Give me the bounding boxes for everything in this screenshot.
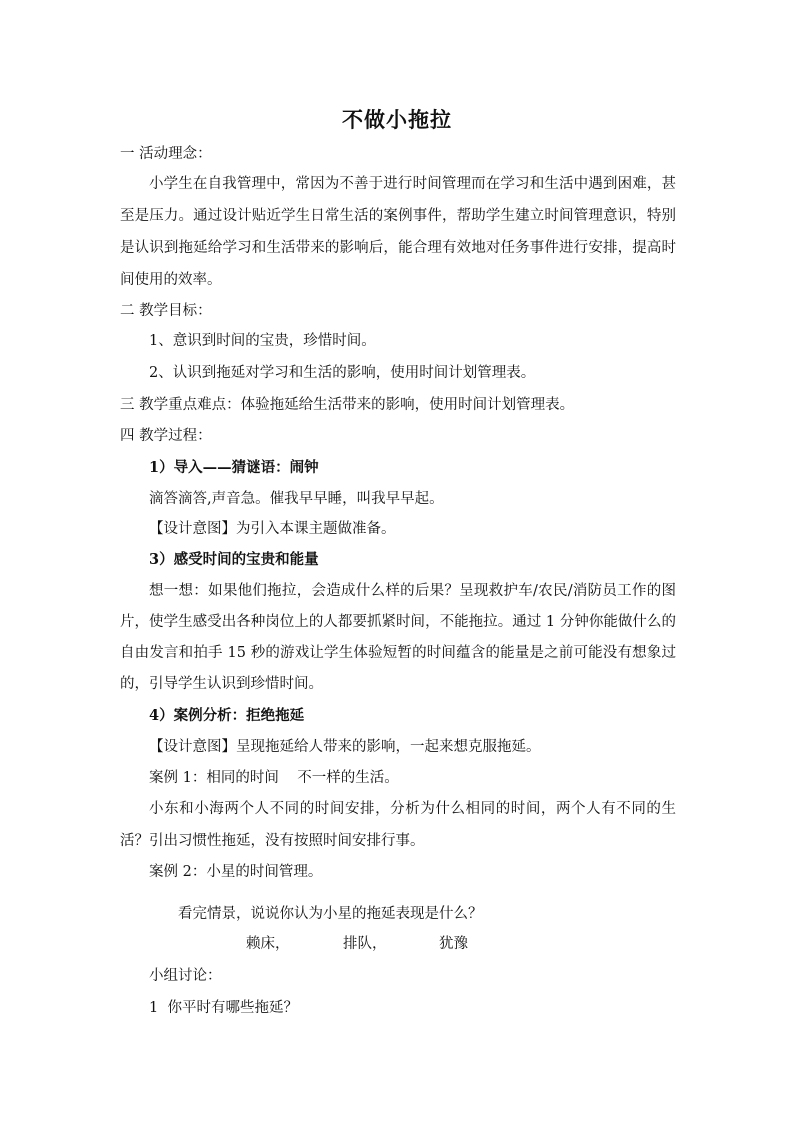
- case-1-paragraph: 小东和小海两个人不同的时间安排，分析为什么相同的时间，两个人有不同的生活？引出习惯性拖延，没有按照时间安排行事。: [120, 801, 676, 849]
- case-2-heading: 案例 2：小星的时间管理。: [149, 864, 323, 880]
- answer-item-2: 排队，: [343, 936, 387, 952]
- key-points: 三 教学重点难点：体验拖延给生活带来的影响，使用时间计划管理表。: [120, 397, 575, 413]
- discussion-heading: 小组讨论：: [149, 968, 222, 984]
- concept-paragraph: 小学生在自我管理中，常因为不善于进行时间管理而在学习和生活中遇到困难，甚至是压力。通过设计贴近学生日常生活的案例事件，帮助学生建立时间管理意识，特别是认识到拖延给学习和生活带来的影响后，能合理有效地对任务事件进行安排，提高时间使用的效率。: [120, 176, 676, 288]
- goal-item-2: 2、认识到拖延对学习和生活的影响，使用时间计划管理表。: [149, 365, 536, 381]
- answer-item-1: 赖床，: [246, 936, 290, 952]
- concept-heading: 一 活动理念：: [120, 146, 212, 162]
- goals-heading: 二 教学目标：: [120, 303, 212, 319]
- case-1-heading: 案例 1：相同的时间 不一样的生活。: [149, 770, 399, 786]
- discussion-question-1: 1 你平时有哪些拖延？: [149, 1000, 298, 1016]
- process-heading: 四 教学过程：: [120, 428, 212, 444]
- answer-item-3: 犹豫: [439, 936, 468, 952]
- step-1-heading: 1）导入——猜谜语：闹钟: [149, 459, 319, 476]
- step-4-design-intent: 【设计意图】呈现拖延给人带来的影响，一起来想克服拖延。: [149, 739, 541, 755]
- step-4-heading: 4）案例分析：拒绝拖延: [149, 707, 305, 724]
- page-title: 不做小拖拉: [342, 107, 452, 132]
- step-3-heading: 3）感受时间的宝贵和能量: [149, 551, 319, 568]
- step-3-paragraph: 想一想：如果他们拖拉，会造成什么样的后果？呈现救护车/农民/消防员工作的图片，使学生感受出各种岗位上的人都要抓紧时间，不能拖拉。通过 1 分钟你能做什么的自由发言和拍手 15 秒的游戏让学生体验短暂的时间蕴含的能量是之前可能没有想象过的，引导学生认识到珍惜时间。: [120, 583, 676, 692]
- step-1-design-intent: 【设计意图】为引入本课主题做准备。: [149, 521, 396, 537]
- situation-question: 看完情景，说说你认为小星的拖延表现是什么？: [178, 906, 483, 922]
- goal-item-1: 1、意识到时间的宝贵，珍惜时间。: [149, 333, 376, 349]
- step-1-riddle: 滴答滴答,声音急。催我早早睡，叫我早早起。: [149, 491, 444, 507]
